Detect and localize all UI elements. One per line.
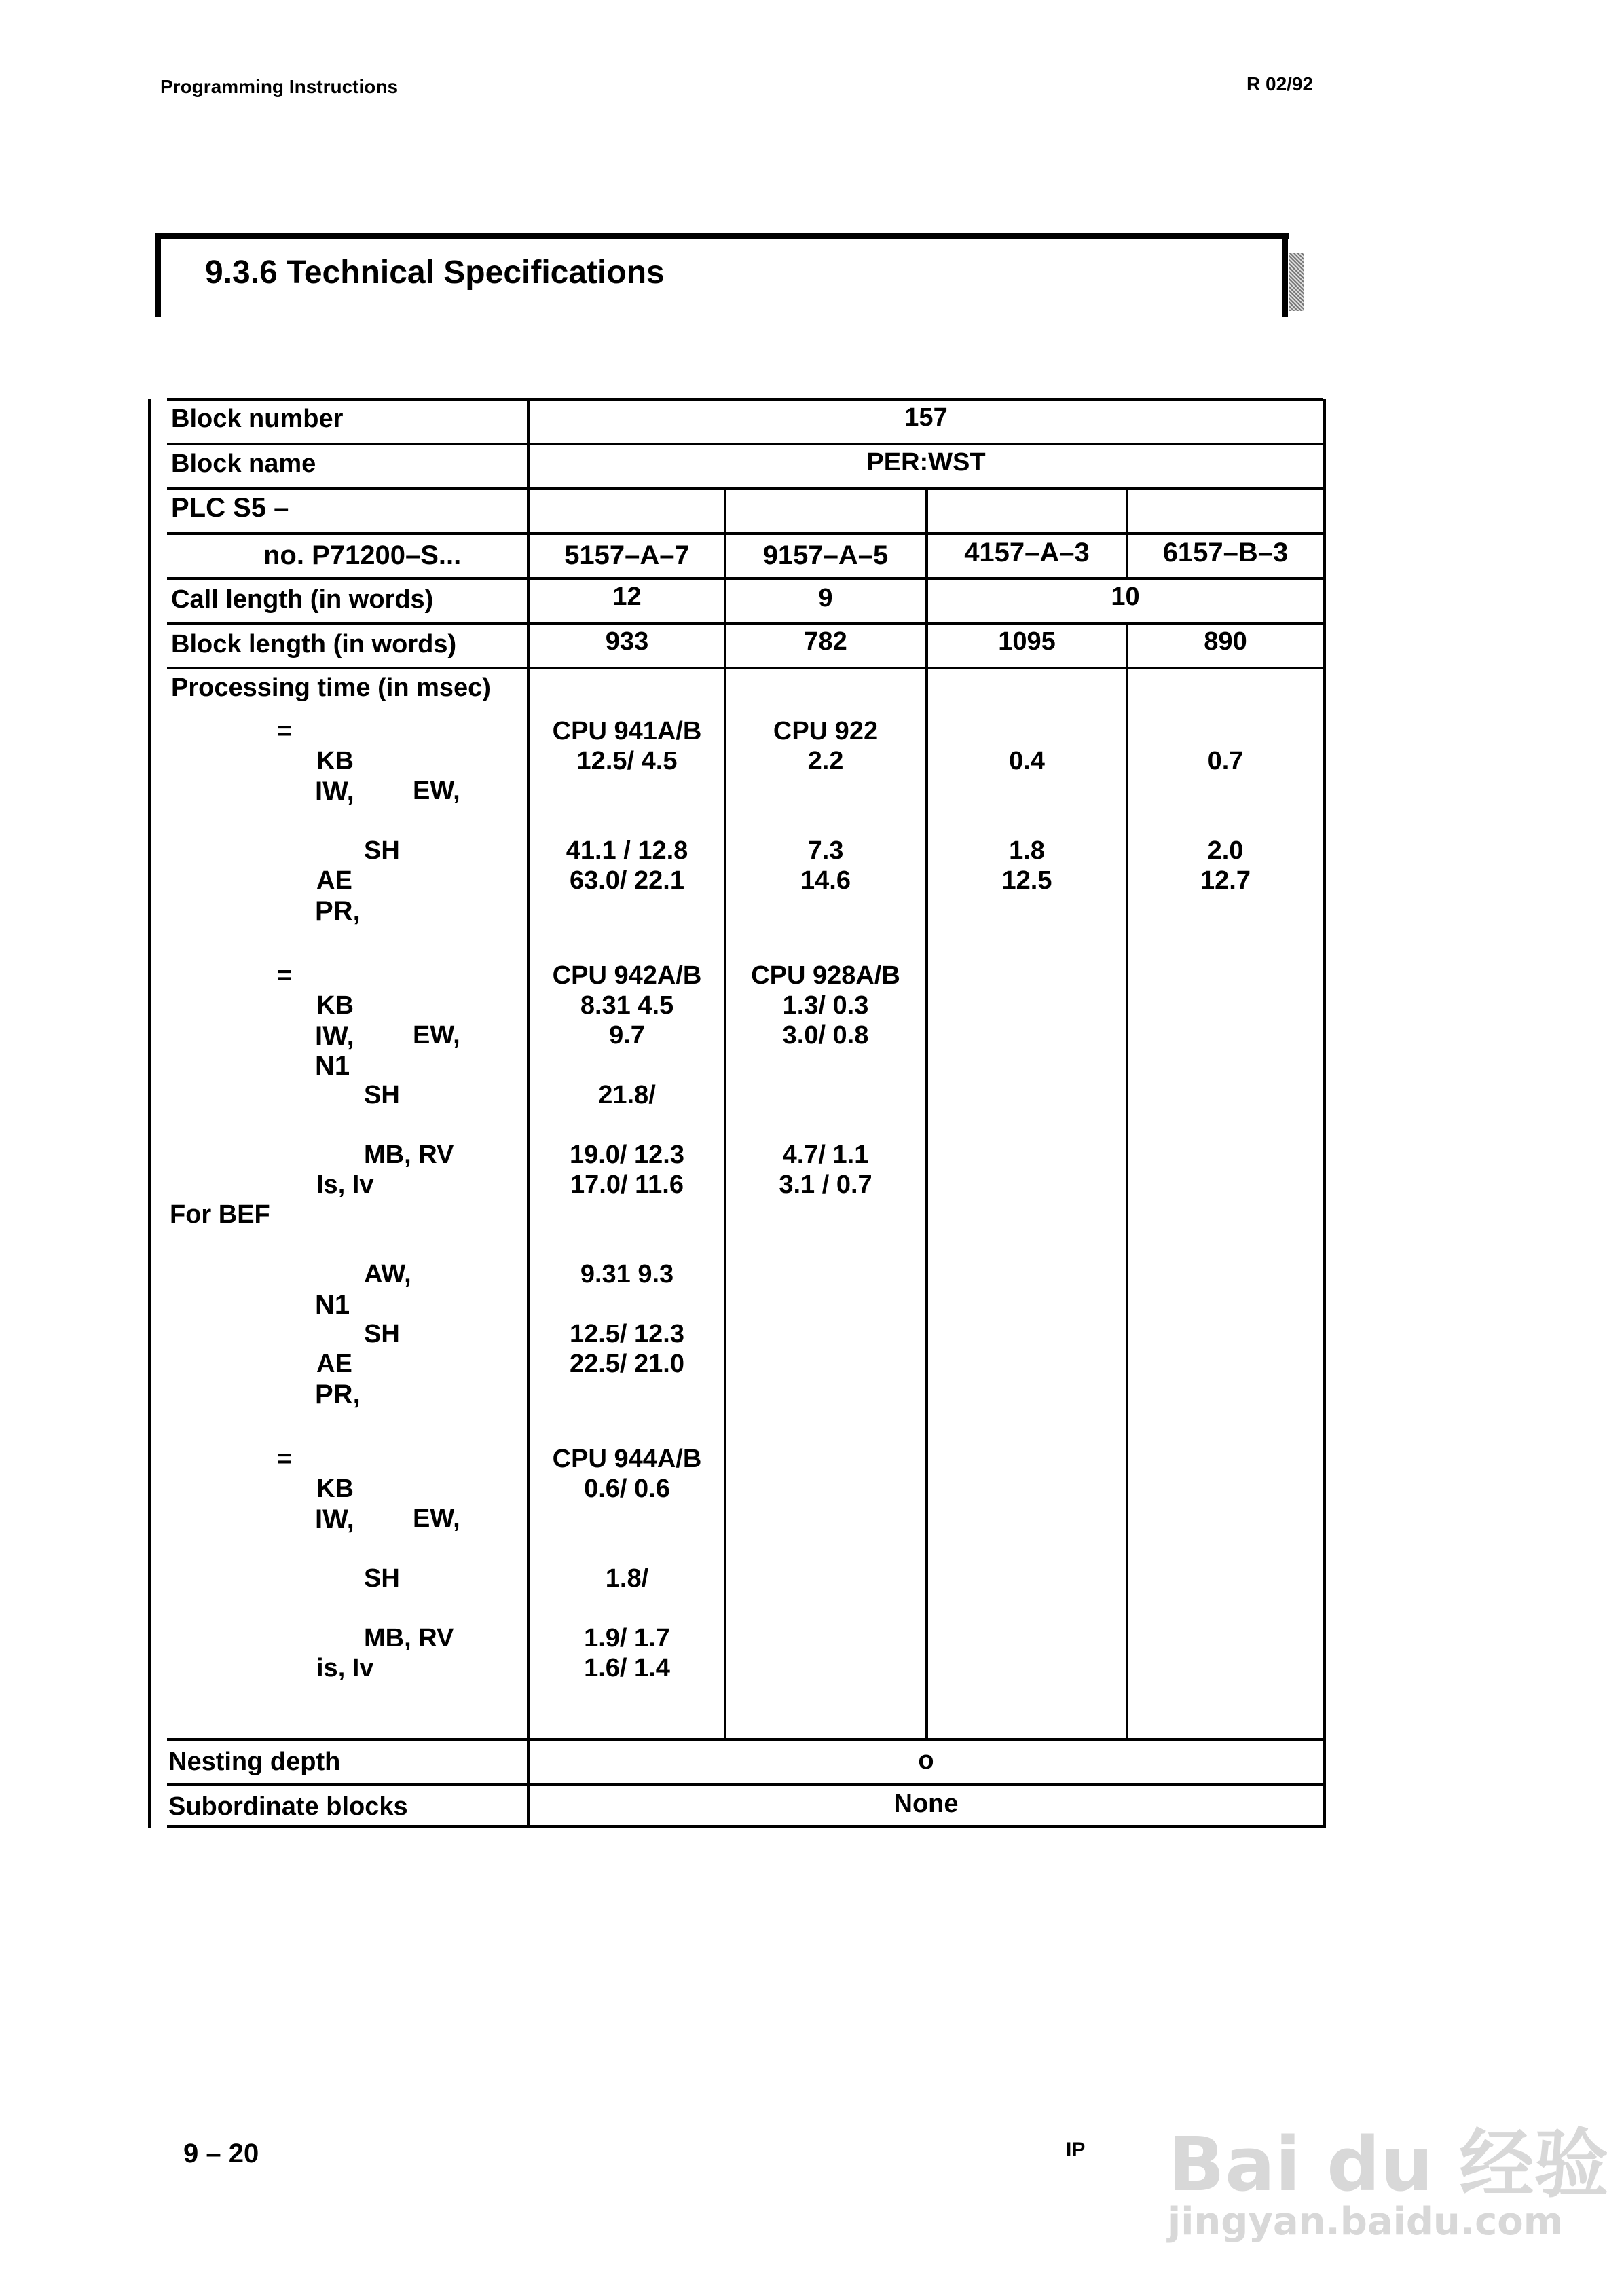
proc-keyword: KB	[316, 991, 354, 1020]
proc-keyword-2: EW,	[413, 777, 460, 805]
proc-value-col3: 12.5	[1001, 866, 1052, 895]
proc-value-col1: 9.7	[609, 1021, 645, 1050]
proc-keyword-2: EW,	[413, 1021, 460, 1050]
table-right-bar	[1323, 399, 1326, 1828]
nesting-depth-value: o	[918, 1746, 934, 1775]
subordinate-blocks-value: None	[893, 1790, 959, 1818]
title-rule	[156, 233, 1289, 239]
proc-keyword: =	[277, 717, 293, 745]
nesting-depth-label: Nesting depth	[168, 1748, 341, 1776]
proc-value-col1: 12.5/ 4.5	[576, 747, 678, 775]
proc-keyword: AE	[316, 866, 352, 895]
proc-value-col1: 19.0/ 12.3	[569, 1141, 685, 1169]
block-length-2: 782	[804, 627, 847, 656]
rule	[167, 577, 1323, 580]
rule	[167, 487, 1323, 490]
block-length-3: 1095	[998, 627, 1056, 656]
proc-keyword: PR,	[315, 896, 361, 926]
rule	[167, 622, 1323, 625]
proc-keyword-2: EW,	[413, 1504, 460, 1533]
proc-keyword: For BEF	[170, 1200, 270, 1229]
call-length-3: 10	[1111, 583, 1140, 611]
proc-keyword: PR,	[315, 1380, 361, 1409]
block-length-1: 933	[605, 627, 649, 656]
proc-keyword: is, Iv	[316, 1654, 374, 1682]
order-no-label: no. P71200–S...	[263, 540, 462, 570]
table-left-bar	[148, 399, 151, 1828]
proc-keyword: N1	[315, 1051, 350, 1081]
col-divider	[925, 487, 928, 1739]
watermark-url: jingyan.baidu.com	[1168, 2200, 1564, 2244]
proc-value-col1: 8.31 4.5	[580, 991, 674, 1020]
order-no-4: 6157–B–3	[1162, 538, 1289, 568]
call-length-label: Call length (in words)	[171, 585, 434, 614]
proc-keyword-2: SH	[364, 836, 400, 865]
order-no-3: 4157–A–3	[964, 538, 1090, 568]
proc-value-col2: 2.2	[807, 747, 844, 775]
proc-value-col1: 1.9/ 1.7	[584, 1624, 670, 1652]
proc-value-col2: 1.3/ 0.3	[782, 991, 869, 1020]
block-number-label: Block number	[171, 405, 344, 433]
proc-value-col1: 1.8/	[605, 1564, 649, 1593]
proc-value-col1: 22.5/ 21.0	[569, 1350, 685, 1378]
rule	[167, 1825, 1323, 1828]
proc-value-col2: CPU 928A/B	[751, 961, 900, 990]
proc-value-col2: 3.0/ 0.8	[782, 1021, 869, 1050]
proc-value-col1: 1.6/ 1.4	[584, 1654, 670, 1682]
proc-keyword: AE	[316, 1350, 352, 1378]
proc-value-col3: 0.4	[1009, 747, 1045, 775]
block-length-4: 890	[1204, 627, 1247, 656]
plc-label: PLC S5 –	[171, 493, 289, 523]
rule	[167, 532, 1323, 535]
col-divider	[1126, 622, 1128, 1739]
watermark-brand: Bai du 经验	[1168, 2121, 1609, 2208]
rule	[167, 1783, 1323, 1786]
subordinate-blocks-label: Subordinate blocks	[168, 1792, 408, 1821]
processing-time-label: Processing time (in msec)	[171, 673, 491, 702]
proc-keyword: N1	[315, 1290, 350, 1320]
proc-keyword-2: SH	[364, 1564, 400, 1593]
proc-keyword: KB	[316, 747, 354, 775]
proc-value-col4: 0.7	[1207, 747, 1244, 775]
section-title: 9.3.6 Technical Specifications	[205, 255, 665, 291]
rule	[167, 667, 1323, 669]
proc-keyword: IW,	[315, 1504, 354, 1534]
rule	[167, 398, 1323, 401]
proc-keyword-2: SH	[364, 1081, 400, 1109]
header-left: Programming Instructions	[160, 76, 399, 97]
proc-value-col1: 41.1 / 12.8	[566, 836, 688, 865]
proc-value-col1: 63.0/ 22.1	[569, 866, 685, 895]
proc-value-col4: 2.0	[1207, 836, 1244, 865]
proc-keyword: IW,	[315, 1021, 354, 1051]
proc-value-col3: 1.8	[1009, 836, 1045, 865]
block-name-label: Block name	[171, 449, 316, 478]
proc-value-col1: 9.31 9.3	[580, 1260, 674, 1289]
shaded-marker	[1289, 253, 1304, 311]
block-length-label: Block length (in words)	[171, 630, 457, 659]
footer-mark: IP	[1066, 2139, 1086, 2161]
proc-value-col2: 4.7/ 1.1	[782, 1141, 869, 1169]
proc-value-col2: CPU 922	[773, 717, 879, 745]
order-no-2: 9157–A–5	[762, 540, 889, 570]
block-name-value: PER:WST	[866, 448, 986, 477]
rule	[167, 1738, 1323, 1741]
call-length-1: 12	[612, 583, 642, 611]
proc-value-col1: CPU 941A/B	[552, 717, 702, 745]
proc-keyword: Is, Iv	[316, 1170, 374, 1199]
proc-value-col1: CPU 944A/B	[552, 1445, 702, 1473]
proc-keyword: KB	[316, 1475, 354, 1503]
proc-value-col1: 21.8/	[598, 1081, 656, 1109]
proc-value-col2: 7.3	[807, 836, 844, 865]
proc-keyword-2: MB, RV	[364, 1624, 454, 1652]
proc-keyword-2: MB, RV	[364, 1141, 454, 1169]
proc-keyword: =	[277, 1445, 293, 1473]
proc-value-col4: 12.7	[1200, 866, 1251, 895]
proc-keyword: IW,	[315, 777, 354, 807]
proc-value-col1: 0.6/ 0.6	[584, 1475, 670, 1503]
proc-value-col2: 14.6	[800, 866, 851, 895]
col-divider	[724, 487, 726, 1739]
header-right: R 02/92	[1247, 73, 1314, 94]
title-bar-left	[155, 233, 161, 317]
proc-keyword-2: AW,	[364, 1260, 411, 1289]
proc-keyword: =	[277, 961, 293, 990]
proc-keyword-2: SH	[364, 1320, 400, 1348]
proc-value-col1: CPU 942A/B	[552, 961, 702, 990]
proc-value-col2: 3.1 / 0.7	[779, 1170, 872, 1199]
title-bar-right	[1282, 233, 1288, 317]
proc-value-col1: 12.5/ 12.3	[569, 1320, 685, 1348]
call-length-2: 9	[818, 584, 833, 612]
page-number: 9 – 20	[183, 2139, 259, 2168]
rule	[167, 443, 1323, 445]
proc-value-col1: 17.0/ 11.6	[570, 1170, 684, 1199]
watermark-logo	[1168, 2105, 1608, 2212]
order-no-1: 5157–A–7	[564, 540, 690, 570]
col-divider	[527, 398, 530, 1828]
block-number-value: 157	[904, 403, 948, 432]
